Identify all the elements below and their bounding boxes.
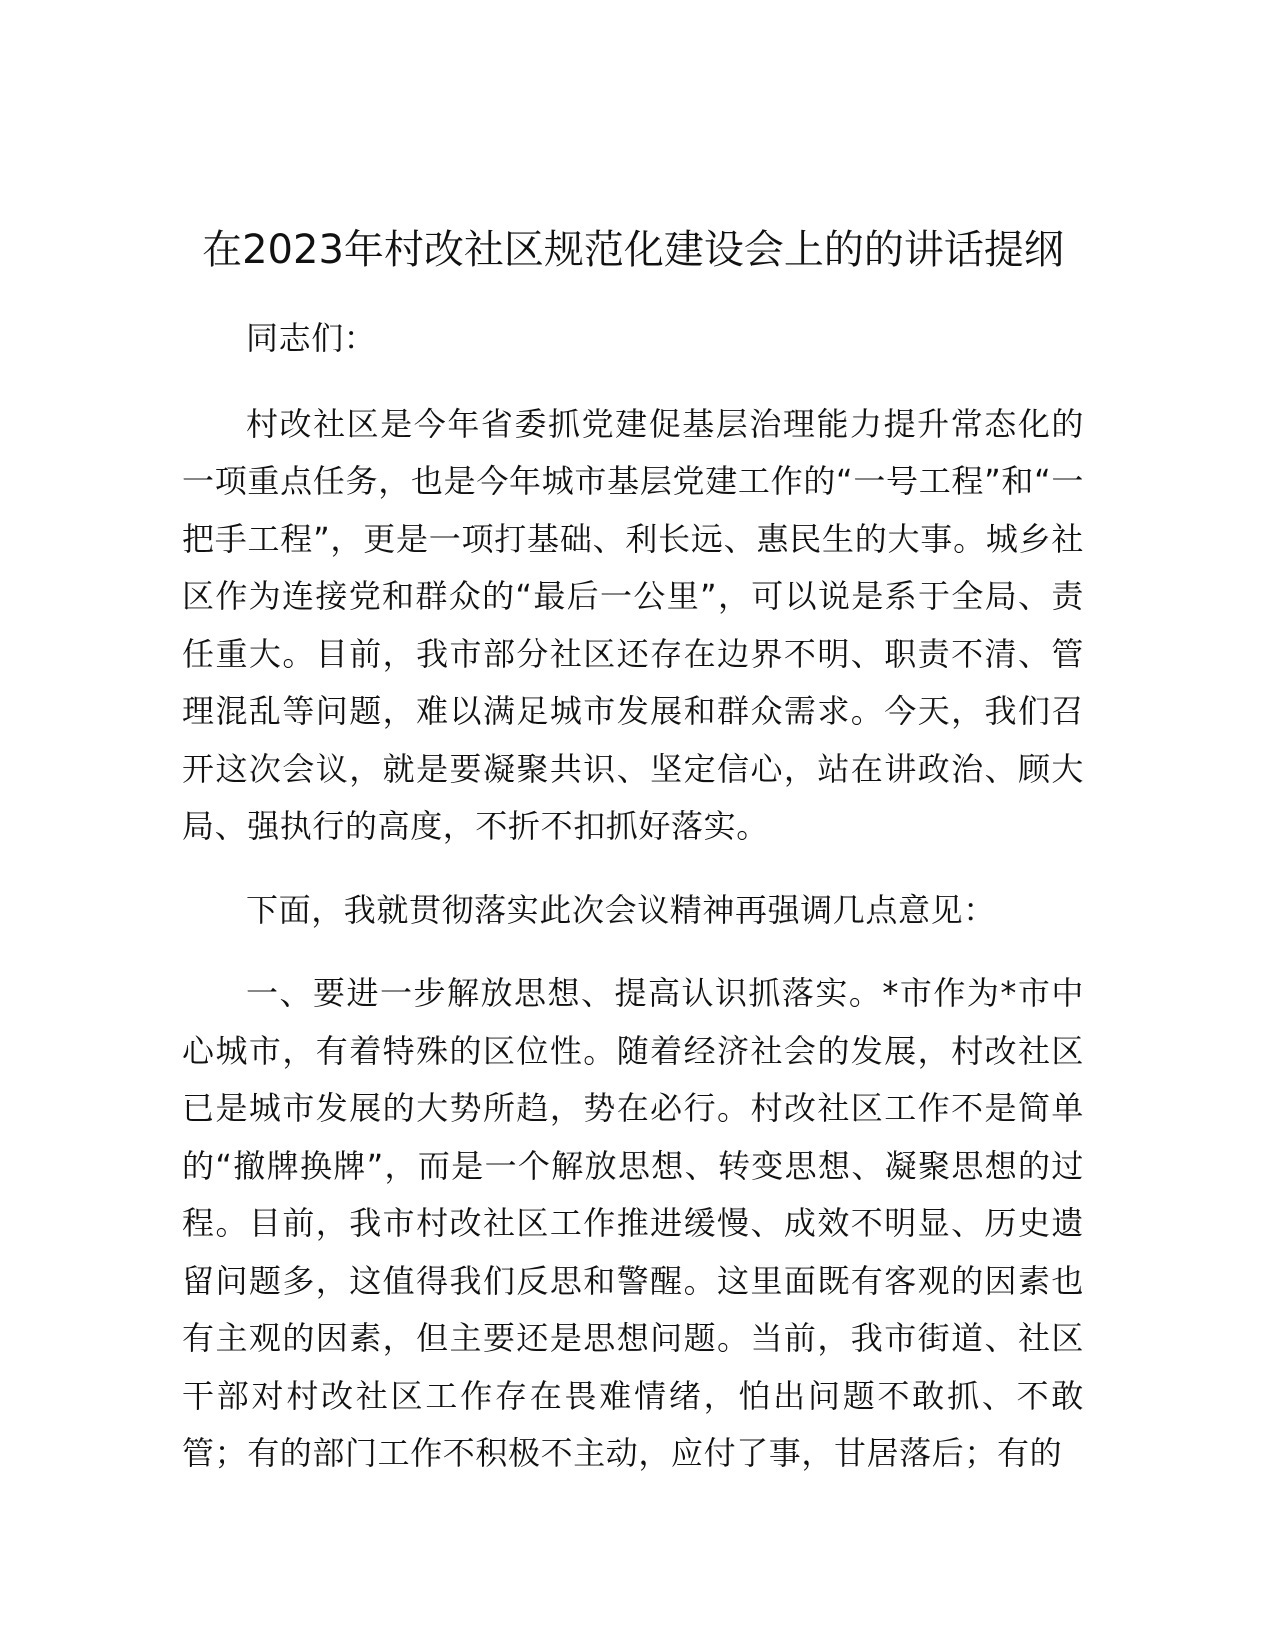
paragraph-intro: 村改社区是今年省委抓党建促基层治理能力提升常态化的一项重点任务，也是今年城市基层党建工作的“一号工程”和“一把手工程”，更是一项打基础、利长远、惠民生的大事。城乡社区作为连接党和群众的“最后一公里”，可以说是系于全局、责任重大。目前，我市部分社区还存在边界不明、职责不清、管理混乱等问题，难以满足城市发展和群众需求。今天，我们召开这次会议，就是要凝聚共识、坚定信心，站在讲政治、顾大局、强执行的高度，不折不扣抓好落实。: [182, 404, 1084, 845]
document-body: [182, 222, 1084, 1483]
paragraph-transition: 下面，我就贯彻落实此次会议精神再强调几点意见：: [246, 890, 996, 929]
greeting: 同志们：: [246, 319, 377, 357]
paragraph-section-one: 一、要进一步解放思想、提高认识抓落实。*市作为*市中心城市，有着特殊的区位性。随着经济社会的发展，村改社区已是城市发展的大势所趋，势在必行。村改社区工作不是简单的“撤牌换牌”，而是一个解放思想、转变思想、凝聚思想的过程。目前，我市村改社区工作推进缓慢、成效不明显、历史遗留问题多，这值得我们反思和警醒。这里面既有客观的因素也有主观的因素，但主要还是思想问题。当前，我市街道、社区干部对村改社区工作存在畏难情绪，怕出问题不敢抓、不敢管；有的部门工作不积极不主动，应付了事，甘居落后；有的: [182, 974, 1084, 1472]
document-title: 在2023年村改社区规范化建设会上的的讲话提纲: [202, 227, 1064, 273]
